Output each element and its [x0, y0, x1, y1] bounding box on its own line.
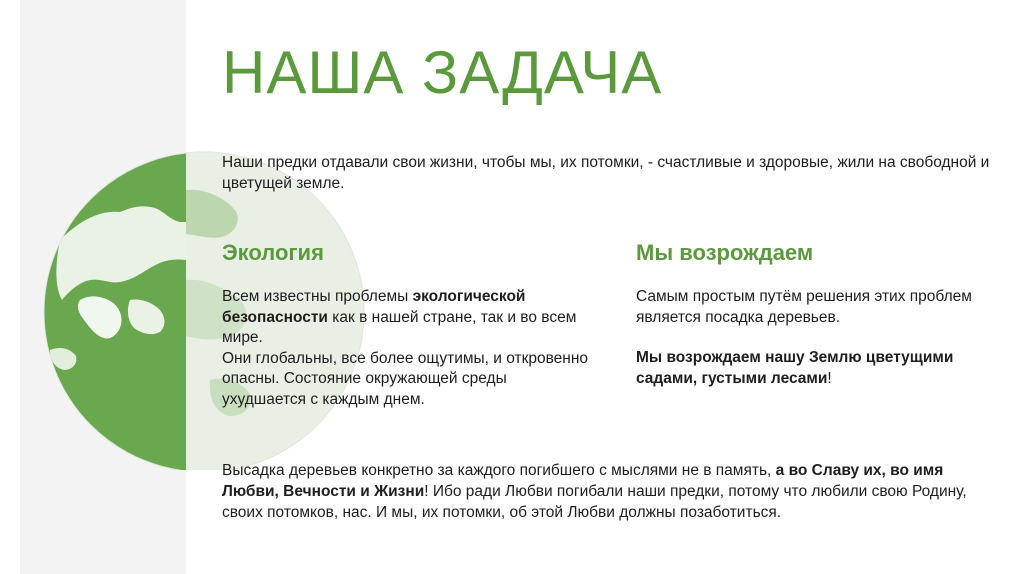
bottom-text	[222, 460, 1002, 523]
ecology-heading: Экология	[222, 240, 324, 265]
ecology-p2: Они глобальны, все более ощутимы, и откровенно опасны. Состояние окружающей среды ухудшается с каждым днем.	[222, 349, 589, 408]
revival-p2	[636, 348, 976, 389]
revival-p2-end: !	[827, 369, 832, 387]
slide-title: НАША ЗАДАЧА	[222, 39, 663, 106]
revival-text	[636, 287, 976, 389]
bottom-start: Высадка деревьев конкретно за каждого погибшего с мыслями не в память,	[222, 462, 776, 479]
bottom-end: ! Ибо ради Любви погибали наши предки, потому что любили свою Родину, своих потомков, нас. И мы, их потомки, об этой Любви должны позаботиться.	[222, 483, 967, 521]
ecology-p1-bold: экологической безопасности	[222, 288, 526, 326]
bottom-bold: а во Славу их, во имя Любви, Вечности и Жизни	[222, 462, 944, 500]
ecology-p1-end: как в нашей стране, так и во всем мире.	[222, 308, 577, 346]
revival-p2-bold: Мы возрождаем нашу Землю цветущими садами, густыми лесами	[636, 349, 954, 387]
ecology-p1-start: Всем известны проблемы	[222, 288, 413, 305]
intro-text: Наши предки отдавали свои жизни, чтобы мы, их потомки, - счастливые и здоровые, жили на свободной и цветущей земле.	[222, 154, 990, 192]
revival-heading: Мы возрождаем	[636, 240, 814, 265]
revival-p1: Самым простым путём решения этих проблем является посадка деревьев.	[636, 288, 972, 326]
ecology-text	[222, 287, 592, 410]
